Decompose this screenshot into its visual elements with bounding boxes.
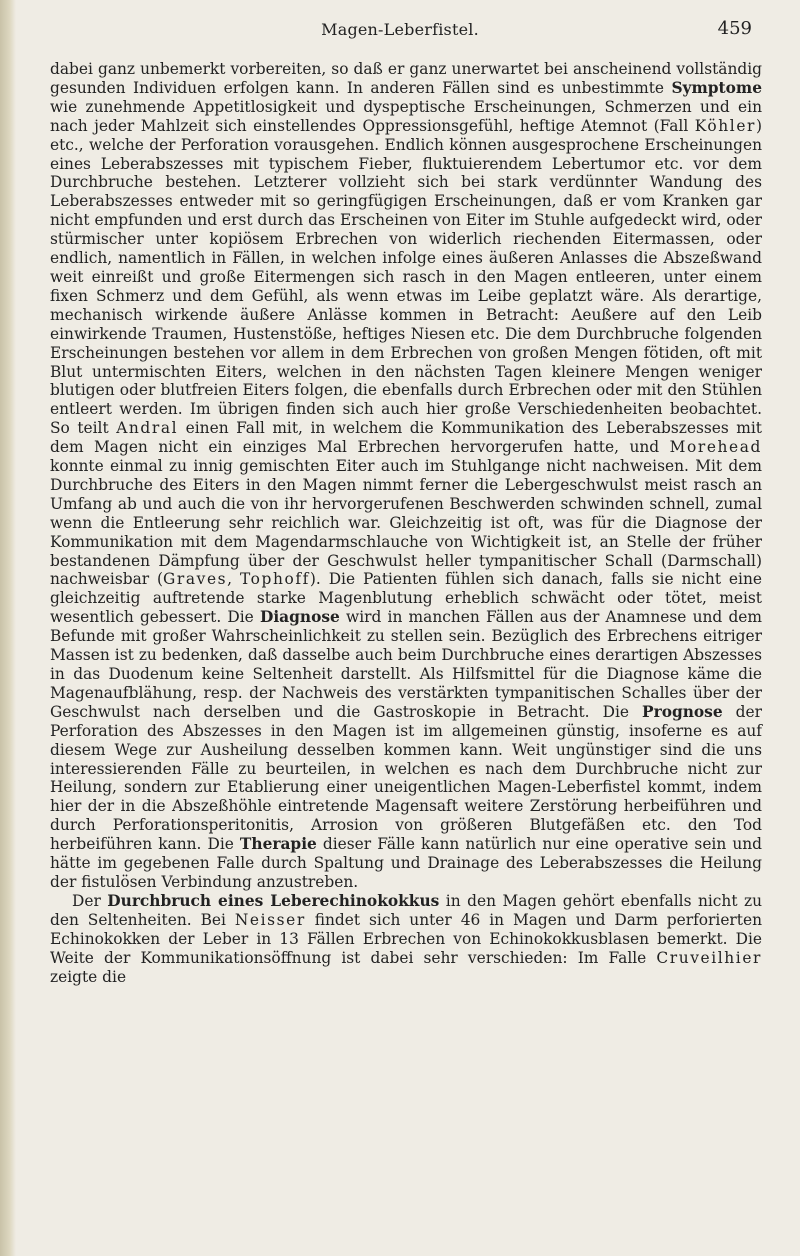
page-number: 459 [717, 18, 752, 39]
text-run: wird in manchen Fällen aus der Anamnese und dem Befunde mit großer Wahrscheinlichkeit zu stellen sein. Bezüglich des Erbrechens eitriger Massen ist zu bedenken, daß dasselbe auch beim Durchbruche eines derartigen Abszesses in das Duodenum keine Seltenheit darstellt. Als Hilfsmittel für die Diagnose käme die Magenaufblähung, resp. der Nachweis des verstärkten tympanitischen Schalles über der Geschwulst nach derselben und die Gastroskopie in Betracht. Die [50, 608, 762, 721]
paragraph [50, 892, 762, 987]
text-run: ). Die Patienten fühlen sich danach, falls sie nicht eine gleichzeitig auftretende starke Magenblutung erheblich schwächt oder tötet, meist wesentlich gebessert. Die [50, 570, 762, 627]
author-name: Tophoff [239, 570, 310, 589]
text-run: findet sich unter 46 in Magen und Darm perforierten Echinokokken der Leber in 13 Fällen Erbrechen von Echinokokkusblasen bemerkt. Die Weite der Kommunikationsöffnung ist dabei sehr verschieden: Im Falle [50, 910, 762, 967]
body-text [50, 60, 762, 986]
author-name: Morehead [669, 438, 762, 457]
text-run: in den Magen gehört ebenfalls nicht zu den Seltenheiten. Bei [50, 891, 763, 929]
book-spine-edge [0, 0, 16, 1256]
author-name: Andral [116, 419, 179, 438]
page-header [0, 18, 800, 42]
paragraph [50, 60, 762, 892]
author-name: Neisser [234, 910, 306, 929]
text-run: ) etc., welche der Perforation vorausgehen. Endlich können ausgesprochene Erscheinungen eines Leberabszesses mit typischem Fieber, fluktuierendem Lebertumor etc. vor dem Durchbruche bestehen. Letzterer vollzieht sich bei stark verdünnter Wandung des Leberabszesses entweder mit so geringfügigen Erscheinungen, daß er vom Kranken gar nicht empfunden und erst durch das Erscheinen von Eiter im Stuhle aufgedeckt wird, oder stürmischer unter kopiösem Erbrechen von widerlich riechenden Eitermassen, oder endlich, namentlich in Fällen, in welchen infolge eines äußeren Anlasses die Abszeßwand weit einreißt und große Eitermengen sich rasch in den Magen entleeren, unter einem fixen Schmerz und dem Gefühl, als wenn etwas im Leibe geplatzt wäre. Als derartige, mechanisch wirkende äußere Anlässe kommen in Betracht: Aeußere auf den Leib einwirkende Traumen, Hustenstöße, heftiges Niesen etc. Die dem Durchbruche folgenden Erscheinungen bestehen vor allem in dem Erbrechen von großen Mengen fötiden, oft mit Blut untermischten Eiters, welchen in den nächsten Tagen kleinere Mengen weniger blutigen oder blutfreien Eiters folgen, die ebenfalls durch Erbrechen oder mit den Stühlen entleert werden. Im übrigen finden sich auch hier große Verschiedenheiten beobachtet. So teilt [50, 116, 762, 438]
text-run: wie zunehmende Appetitlosigkeit und dyspeptische Erscheinungen, Schmerzen und ein nach jeder Mahlzeit sich einstellendes Oppressionsgefühl, heftige Atemnot (Fall [50, 97, 762, 135]
author-name: Cruveilhier [656, 948, 762, 967]
bold-term: Therapie [239, 835, 317, 854]
text-run: dieser Fälle kann natürlich nur eine operative sein und hätte im gegebenen Falle durch Spaltung und Drainage des Leberabszesses die Heilung der fistulösen Verbindung anzustreben. [50, 835, 762, 891]
author-name: Graves [163, 570, 228, 589]
text-run: Der [72, 891, 108, 910]
running-title: Magen-Leberfistel. [321, 20, 479, 39]
text-run: einen Fall mit, in welchem die Kommunikation des Leberabszesses mit dem Magen nicht ein einziges Mal Erbrechen hervorgerufen hatte, und [50, 419, 762, 457]
text-run: zeigte die [50, 967, 127, 986]
text-run: dabei ganz unbemerkt vorbereiten, so daß er ganz unerwartet bei anscheinend vollständig gesunden Individuen erfolgen kann. In anderen Fällen sind es unbestimmte [50, 60, 762, 97]
text-run: konnte einmal zu innig gemischten Eiter auch im Stuhlgange nicht nachweisen. Mit dem Durchbruche des Eiters in den Magen nimmt ferner die Lebergeschwulst meist rasch an Umfang ab und auch die von ihr hervorgerufenen Beschwerden schwinden schnell, zumal wenn die Entleerung sehr reichlich war. Gleichzeitig ist oft, was für die Diagnose der Kommunikation mit dem Magendarmschlauche von Wichtigkeit ist, an Stelle der früher bestandenen Dämpfung über der Geschwulst heller tympanitischer Schall (Darmschall) nachweisbar ( [50, 457, 762, 589]
bold-term: Symptome [671, 78, 762, 97]
bold-term: Durchbruch eines Leberechinokokkus [107, 891, 440, 910]
text-run: der Perforation des Abszesses in den Magen ist im allgemeinen günstig, insoferne es auf diesem Wege zur Ausheilung desselben kommen kann. Weit ungünstiger sind die uns interessierenden Fälle zu beurteilen, in welchen es nach dem Durchbruche nicht zur Heilung, sondern zur Etablierung einer uneigentlichen Magen-Leberfistel kommt, indem hier der in die Abszeßhöhle eintretende Magensaft weitere Zerstörung herbeiführen und durch Perforationsperitonitis, Arrosion von größeren Blutgefäßen etc. den Tod herbeiführen kann. Die [50, 702, 762, 854]
text-run: , [227, 570, 240, 589]
bold-term: Prognose [642, 702, 723, 721]
bold-term: Diagnose [259, 608, 340, 627]
author-name: Köhler [694, 116, 756, 135]
